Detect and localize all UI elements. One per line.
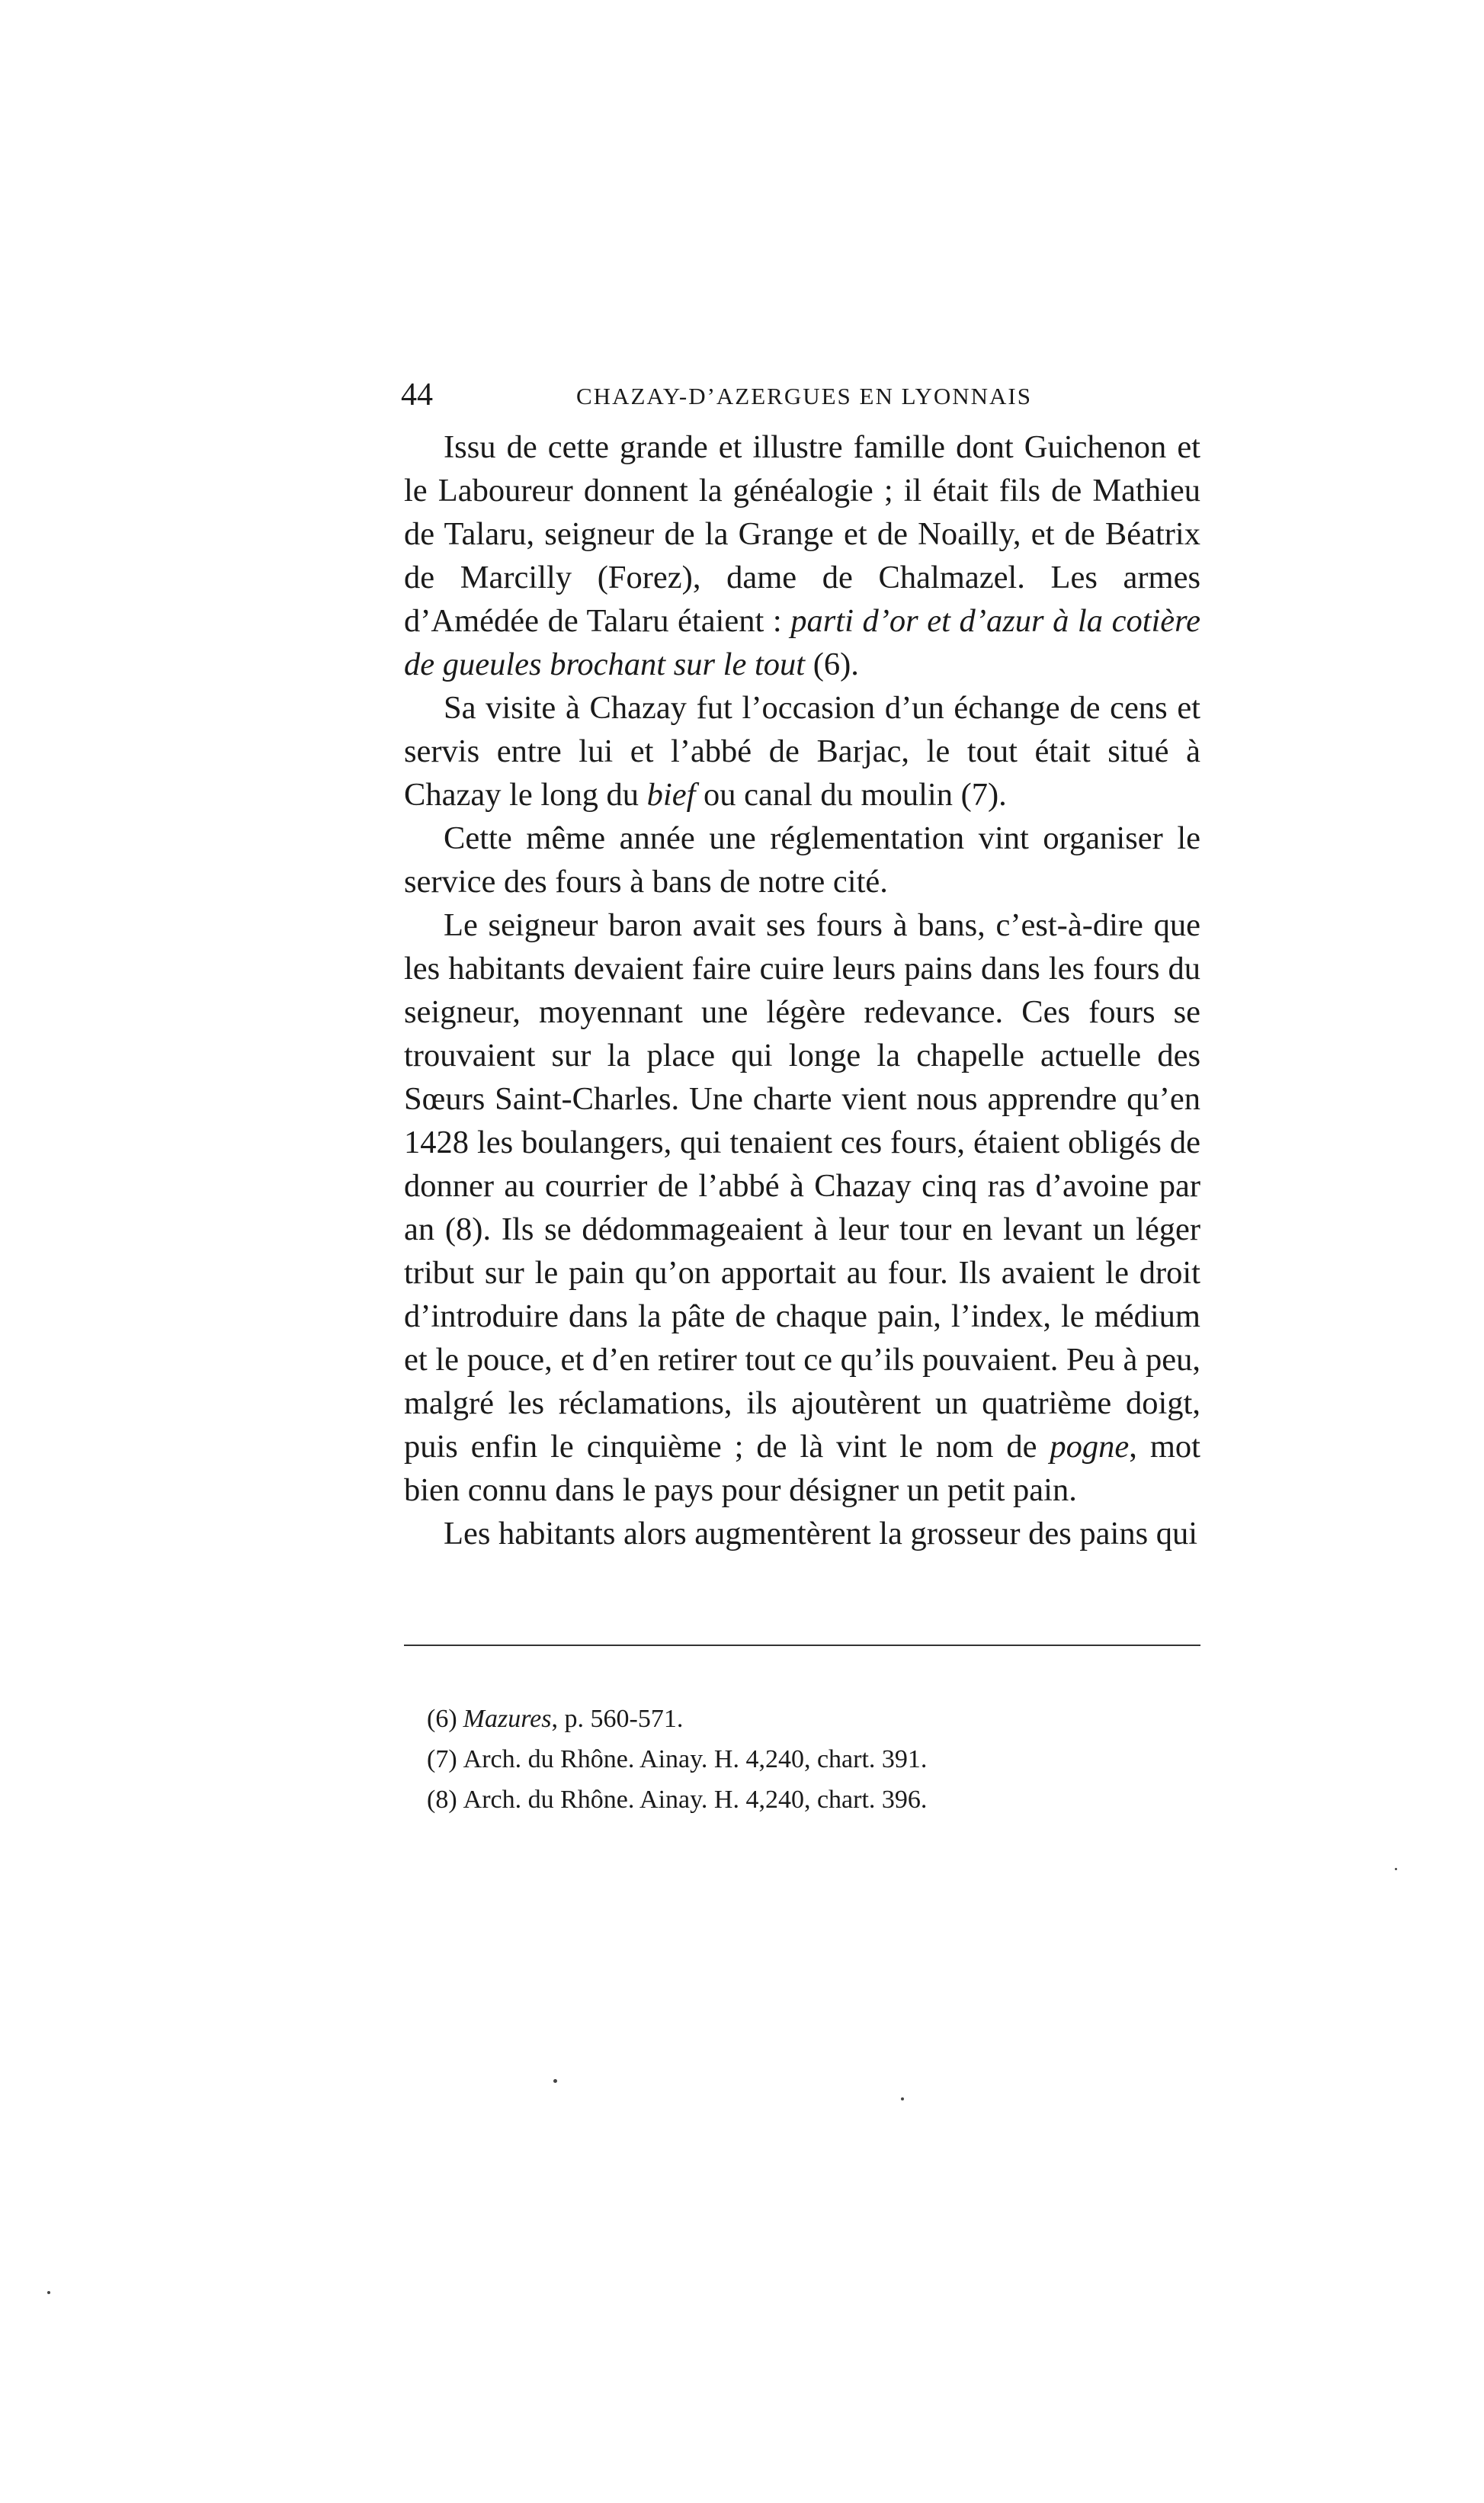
text-run: Issu de cette grande et illustre famille dont Guichenon et le Laboureur donnent la généalogie ; il était fils de Mathieu de Talaru, seigneur de la Grange et de Noailly, et de Béatrix de Marcilly (Forez), dame de Chalmazel. Les armes d’Amédée de Talaru étaient :	[404, 429, 1200, 639]
text-run: Le seigneur baron avait ses fours à bans, c’est-à-dire que les habitants devaient faire cuire leurs pains dans les fours du seigneur, moyennant une légère redevance. Ces fours se trouvaient sur la place qui longe la chapelle actuelle des Sœurs Saint-Charles. Une charte vient nous apprendre qu’en 1428 les boulangers, qui tenaient ces fours, étaient obligés de donner au courrier de l’abbé à Chazay cinq ras d’avoine par an (8). Ils se dédommageaient à leur tour en levant un léger tribut sur le pain qu’on apportait au four. Ils avaient le droit d’introduire dans la pâte de chaque pain, l’index, le médium et le pouce, et d’en retirer tout ce qu’ils pouvaient. Peu à peu, malgré les réclamations, ils ajoutèrent un quatrième doigt, puis enfin le cinquième ; de là vint le nom de	[404, 907, 1200, 1465]
footnote-text: Arch. du Rhône. Ainay. H. 4,240, chart. 391.	[463, 1745, 928, 1773]
italic-text-run: parti d’or et d’azur à la cotière de gueules brochant sur le tout	[404, 603, 1200, 682]
page-number: 44	[401, 377, 433, 412]
running-title: CHAZAY-D’AZERGUES EN LYONNAIS	[576, 383, 1032, 409]
footnote	[427, 1699, 1197, 1739]
paragraph	[404, 686, 1200, 817]
footnote-text: Arch. du Rhône. Ainay. H. 4,240, chart. 396.	[463, 1786, 928, 1814]
paragraph	[404, 425, 1200, 686]
italic-text-run: pogne	[1050, 1429, 1130, 1465]
footnote-number: (6)	[427, 1705, 457, 1733]
paper-speck	[901, 2097, 904, 2100]
paper-speck	[47, 2291, 50, 2294]
text-run: (6).	[805, 647, 859, 682]
text-run: Sa visite à Chazay fut l’occasion d’un échange de cens et servis entre lui et l’abbé de Barjac, le tout était situé à Chazay le long du	[404, 690, 1200, 813]
body-text	[404, 425, 1200, 1555]
paper-speck	[1395, 1868, 1397, 1870]
text-run: ou canal du moulin (7).	[695, 777, 1007, 813]
page-header	[401, 372, 1201, 418]
text-run: , mot bien connu dans le pays pour désigner un petit pain.	[404, 1429, 1200, 1508]
footnote-number: (7)	[427, 1745, 457, 1773]
footnote	[427, 1779, 1197, 1820]
italic-text-run: bief	[646, 777, 696, 813]
paragraph	[404, 903, 1200, 1512]
footnote-text: , p. 560-571.	[551, 1705, 684, 1733]
text-run: Les habitants alors augmentèrent la grosseur des pains qui	[444, 1516, 1198, 1552]
footnote-italic-text: Mazures	[463, 1705, 552, 1733]
footnote-number: (8)	[427, 1786, 457, 1814]
footnotes	[427, 1699, 1197, 1820]
footnote-divider	[404, 1645, 1200, 1646]
paragraph	[404, 817, 1200, 903]
paragraph	[404, 1512, 1200, 1555]
paper-speck	[553, 2079, 557, 2083]
text-run: Cette même année une réglementation vint organiser le service des fours à bans de notre cité.	[404, 820, 1200, 900]
footnote	[427, 1739, 1197, 1779]
